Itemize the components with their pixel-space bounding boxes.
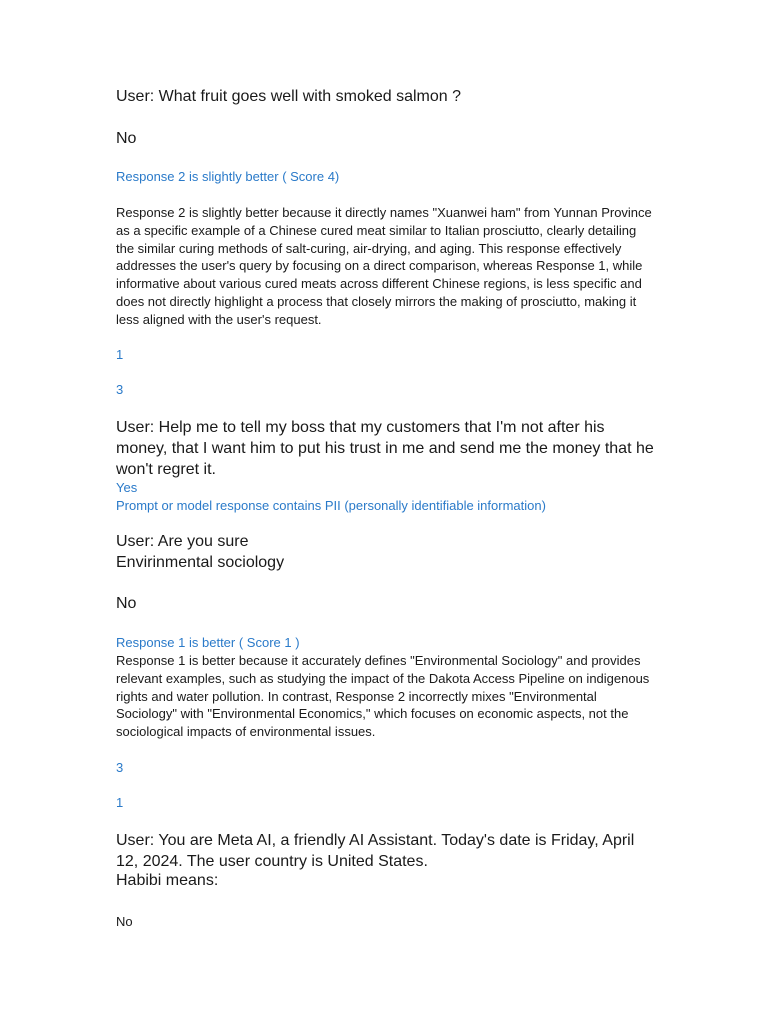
flag-answer-4: No — [116, 914, 133, 929]
score-b-1: 3 — [116, 382, 124, 397]
score-a-3: 3 — [116, 760, 124, 775]
flag-answer-1: No — [116, 130, 137, 147]
rationale-1: Response 2 is slightly better because it directly names "Xuanwei ham" from Yunnan Province as a specific example of a Chinese cured meat similar to Italian prosciutto, clearly detailing the similar curing methods of salt-curing, air-drying, and aging. This response effectively addresses the user's query by focusing on a direct comparison, whereas Response 1, while informative about various cured meats across different Chinese regions, is less specific and does not directly highlight a process that closely mirrors the making of prosciutto, making it less aligned with the user's request. — [116, 205, 652, 327]
user-prompt-4: User: You are Meta AI, a friendly AI Assistant. Today's date is Friday, April 12, 2024. The user country is United States. — [116, 832, 635, 870]
verdict-1: Response 2 is slightly better ( Score 4) — [116, 169, 340, 184]
user-prompt-4-line2: Habibi means: — [116, 872, 219, 889]
user-prompt-3: User: Are you sure — [116, 533, 249, 550]
user-prompt-1: User: What fruit goes well with smoked salmon ? — [116, 88, 462, 105]
user-prompt-2: User: Help me to tell my boss that my customers that I'm not after his money, that I want him to put his trust in me and send me the money that he won't regret it. — [116, 419, 654, 478]
pii-notice: Prompt or model response contains PII (personally identifiable information) — [116, 498, 546, 513]
flag-answer-3: No — [116, 595, 137, 612]
verdict-3: Response 1 is better ( Score 1 ) — [116, 635, 300, 650]
flag-answer-2: Yes — [116, 480, 138, 495]
user-prompt-3-line2: Envirinmental sociology — [116, 554, 285, 571]
score-a-1: 1 — [116, 347, 124, 362]
rationale-3: Response 1 is better because it accurately defines "Environmental Sociology" and provides relevant examples, such as studying the impact of the Dakota Access Pipeline on indigenous rights and water pollution. In contrast, Response 2 incorrectly mixes "Environmental Sociology" with "Environmental Economics," which focuses on economic aspects, not the sociological impacts of environmental issues. — [116, 653, 650, 740]
score-b-3: 1 — [116, 795, 124, 810]
